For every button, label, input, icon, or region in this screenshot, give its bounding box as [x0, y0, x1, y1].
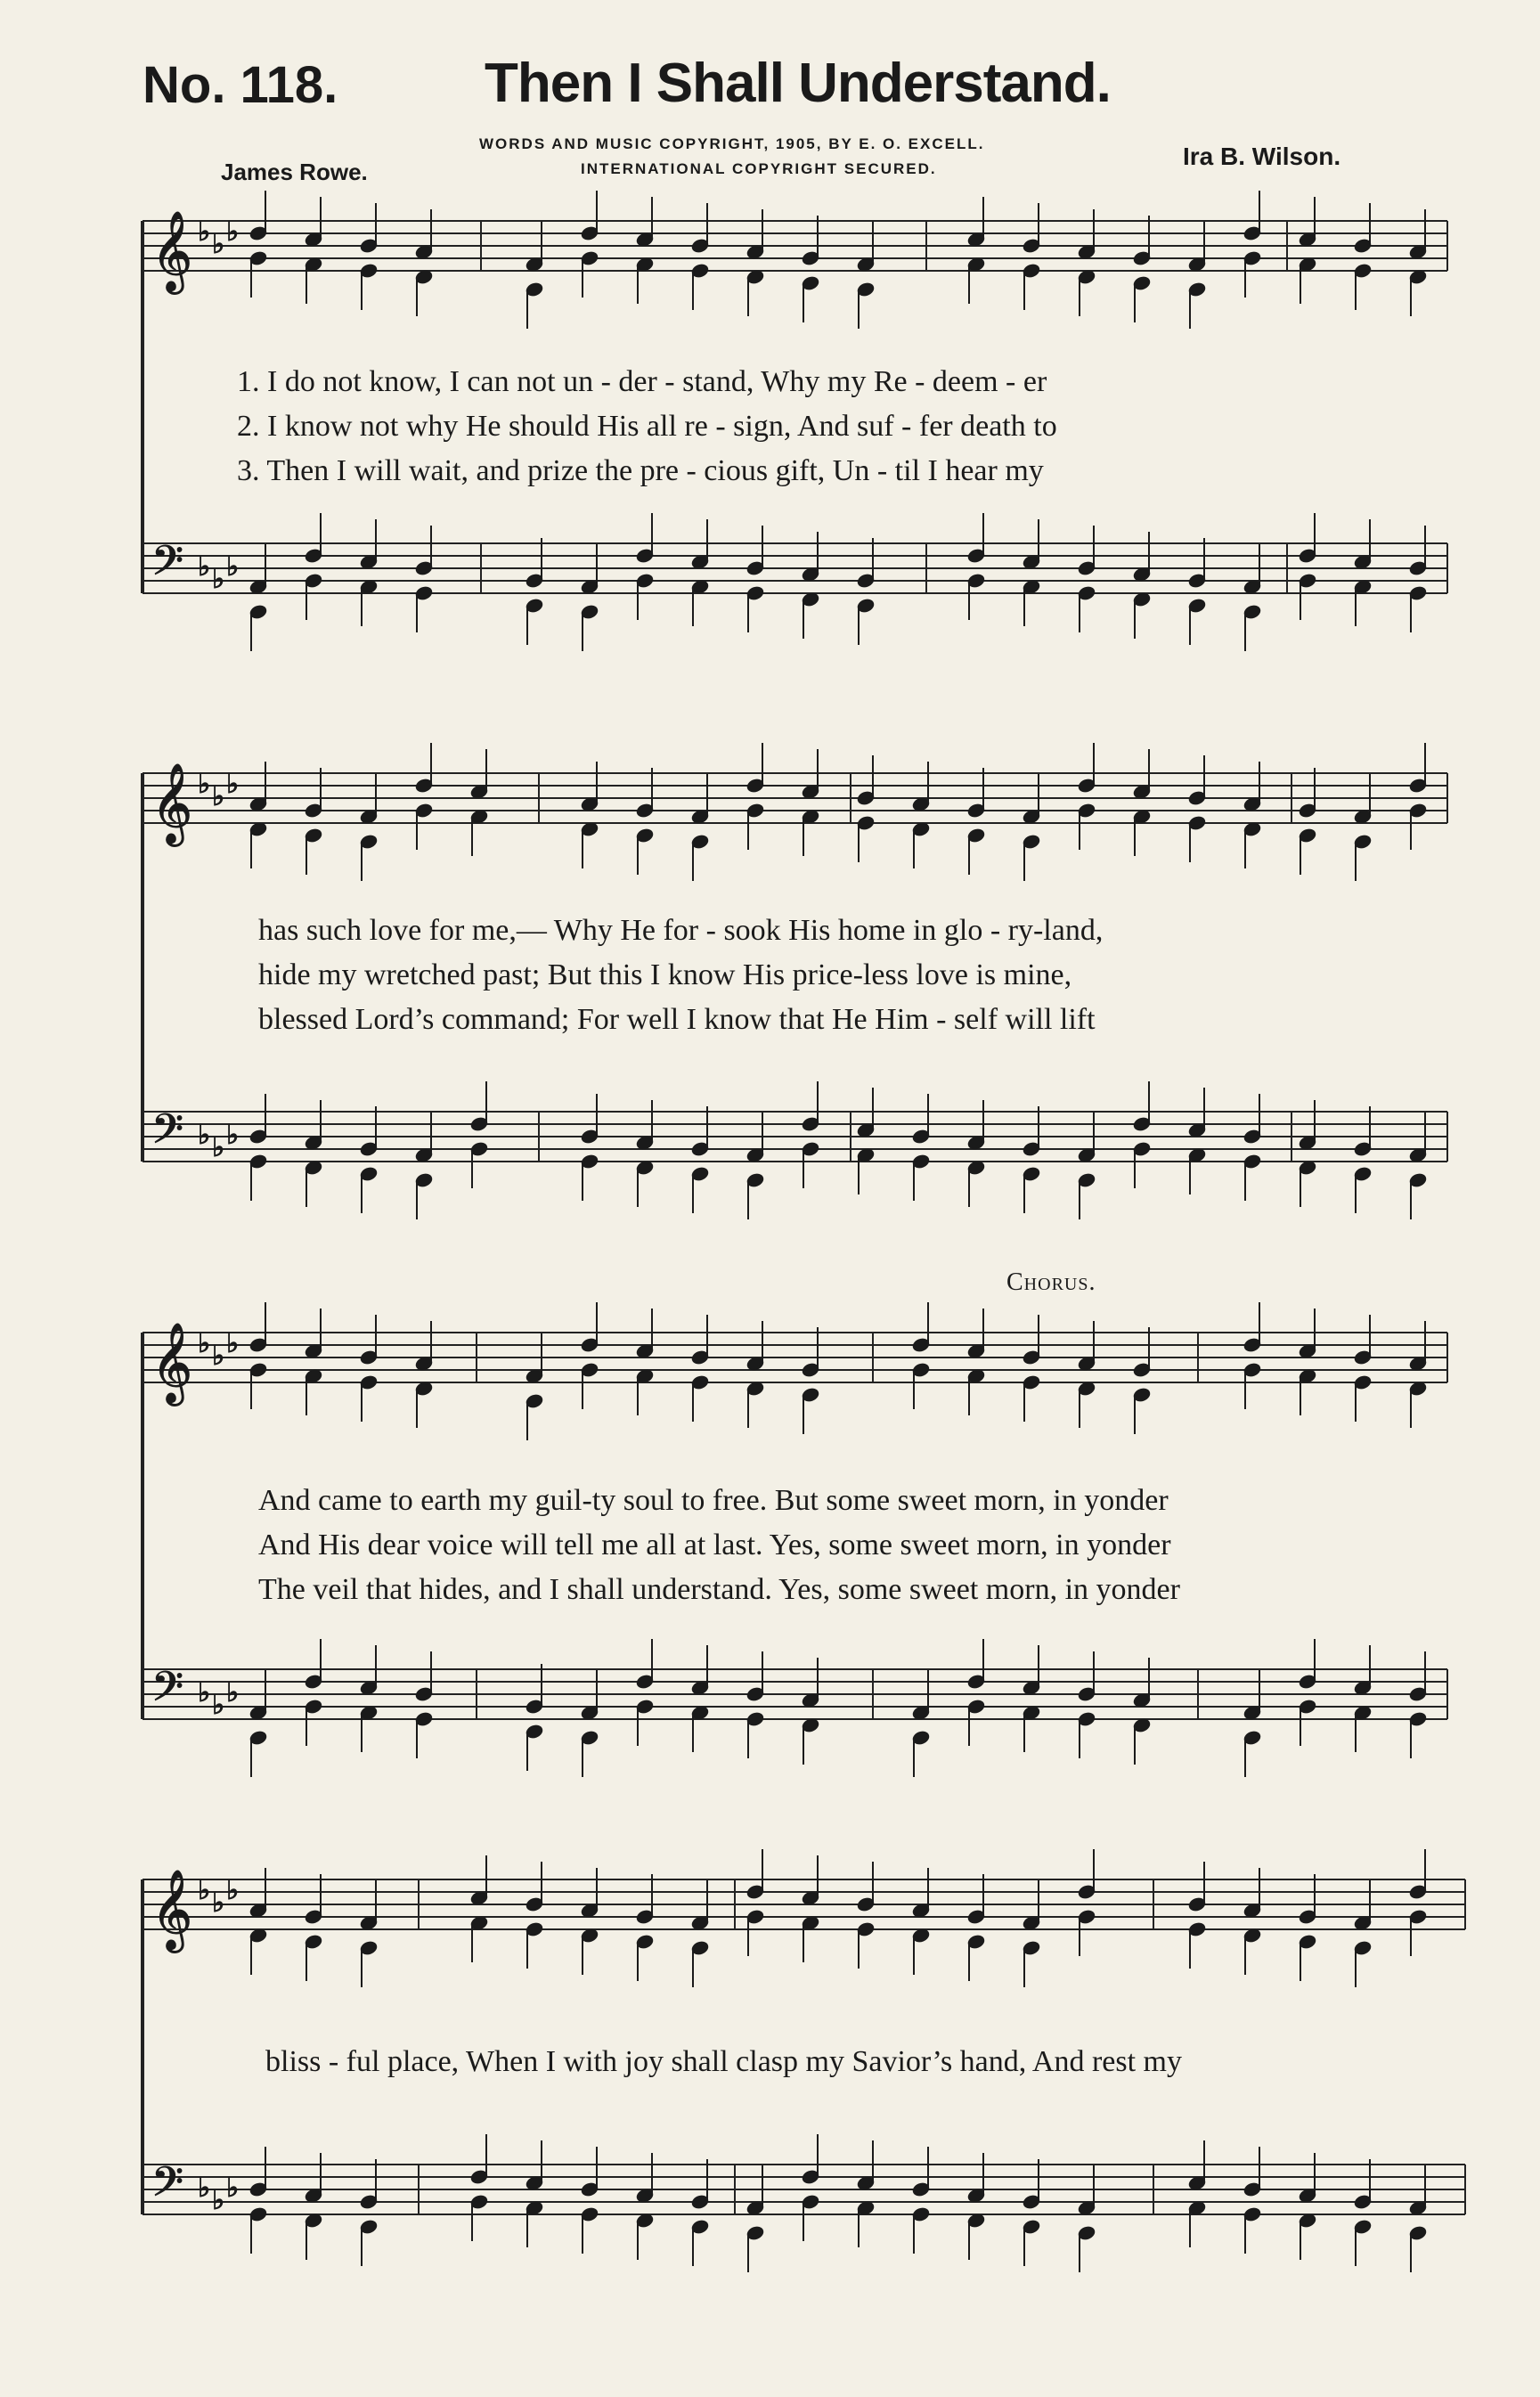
flat-icon: ♭: [198, 216, 211, 248]
flat-icon: ♭: [198, 1120, 211, 1151]
flat-icon: ♭: [226, 1677, 240, 1708]
treble-clef-icon: 𝄞: [151, 211, 193, 291]
flat-icon: ♭: [226, 1328, 240, 1359]
flat-icon: ♭: [212, 1887, 225, 1919]
flat-icon: ♭: [212, 229, 225, 260]
flat-icon: ♭: [226, 1875, 240, 1906]
flat-icon: ♭: [226, 769, 240, 800]
system-2-verse-3: blessed Lord’s command; For well I know that He Him - self will lift: [258, 1003, 1096, 1036]
bass-clef-icon: 𝄢: [151, 1105, 184, 1163]
bass-clef-icon: 𝄢: [151, 2158, 184, 2216]
system-1-verse-3: 3. Then I will wait, and prize the pre - cious gift, Un - til I hear my: [237, 454, 1044, 487]
copyright-line-1: WORDS AND MUSIC COPYRIGHT, 1905, BY E. O. EXCELL.: [479, 135, 985, 152]
flat-icon: ♭: [212, 1690, 225, 1721]
flat-icon: ♭: [226, 551, 240, 583]
system-3-verse-1: And came to earth my guil-ty soul to free. But some sweet morn, in yonder: [258, 1484, 1169, 1517]
treble-clef-icon: 𝄞: [151, 1870, 193, 1950]
flat-icon: ♭: [212, 564, 225, 595]
flat-icon: ♭: [198, 1875, 211, 1906]
system-1-verse-2: 2. I know not why He should His all re - sign, And suf - fer death to: [237, 410, 1057, 443]
treble-clef-icon: 𝄞: [151, 763, 193, 844]
system-3-verse-3: The veil that hides, and I shall understand. Yes, some sweet morn, in yonder: [258, 1573, 1180, 1606]
composer-credit: Ira B. Wilson.: [1183, 143, 1341, 170]
system-3-verse-2: And His dear voice will tell me all at last. Yes, some sweet morn, in yonder: [258, 1529, 1171, 1561]
system-1-verse-1: 1. I do not know, I can not un - der - stand, Why my Re - deem - er: [237, 365, 1047, 398]
flat-icon: ♭: [198, 769, 211, 800]
flat-icon: ♭: [198, 2173, 211, 2204]
flat-icon: ♭: [198, 1677, 211, 1708]
flat-icon: ♭: [212, 2185, 225, 2216]
hymn-title: Then I Shall Understand.: [485, 53, 1111, 114]
treble-clef-icon: 𝄞: [151, 1323, 193, 1403]
system-2-verse-2: hide my wretched past; But this I know His price-less love is mine,: [258, 958, 1072, 991]
flat-icon: ♭: [198, 1328, 211, 1359]
flat-icon: ♭: [212, 781, 225, 812]
flat-icon: ♭: [212, 1132, 225, 1163]
hymn-number: No. 118.: [143, 56, 338, 114]
chorus-label: Chorus.: [1006, 1268, 1096, 1296]
copyright-line-2: INTERNATIONAL COPYRIGHT SECURED.: [581, 160, 937, 177]
system-2-verse-1: has such love for me,— Why He for - sook His home in glo - ry-land,: [258, 914, 1104, 947]
bass-clef-icon: 𝄢: [151, 537, 184, 595]
flat-icon: ♭: [226, 1120, 240, 1151]
flat-icon: ♭: [226, 216, 240, 248]
flat-icon: ♭: [226, 2173, 240, 2204]
flat-icon: ♭: [198, 551, 211, 583]
lyricist-credit: James Rowe.: [221, 159, 368, 185]
flat-icon: ♭: [212, 1341, 225, 1372]
system-4-verse-1: bliss - ful place, When I with joy shall clasp my Savior’s hand, And rest my: [265, 2045, 1182, 2078]
bass-clef-icon: 𝄢: [151, 1663, 184, 1721]
